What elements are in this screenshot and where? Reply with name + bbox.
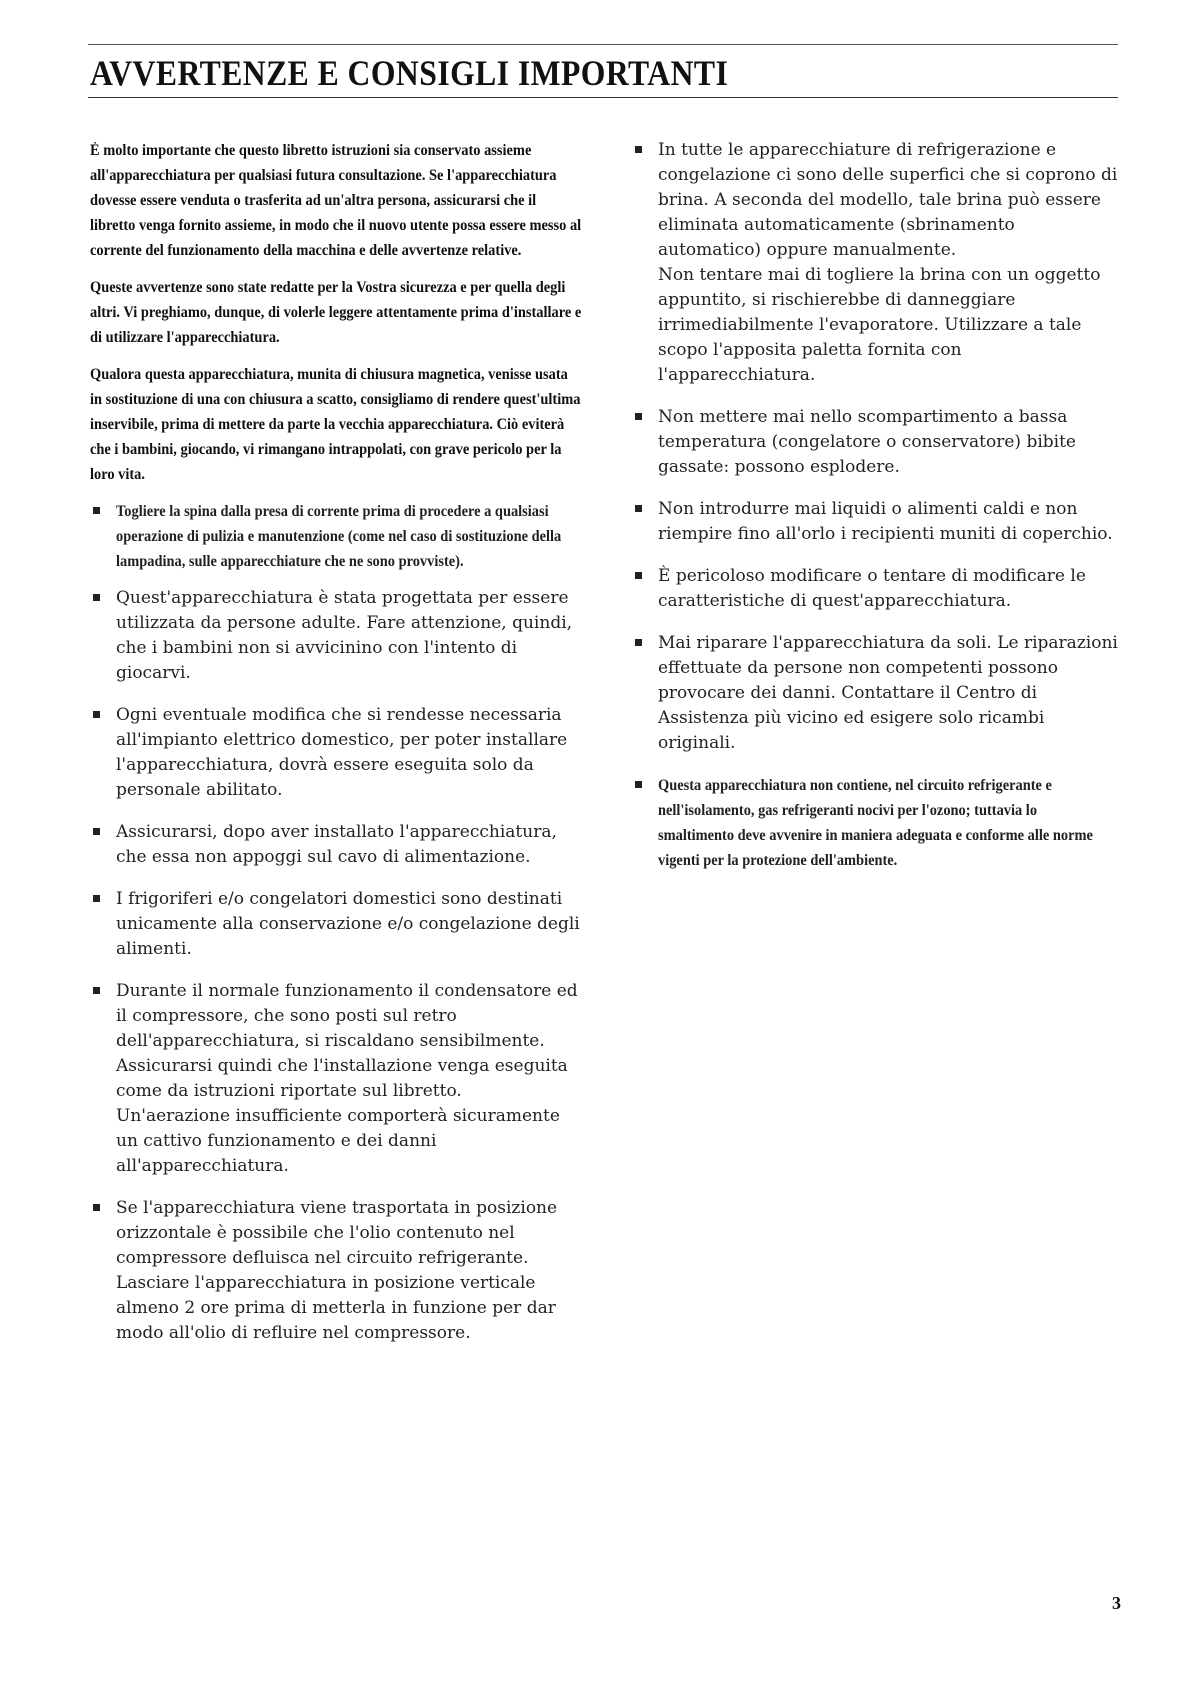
bullet-square-icon bbox=[635, 146, 642, 153]
bullet-text: Mai riparare l'apparecchiatura da soli. Le riparazioni effettuate da persone non competenti possono provocare dei danni. Contattare il Centro di Assistenza più vicino ed esigere solo ricambi originali. bbox=[658, 633, 1118, 753]
left-bullet-list bbox=[90, 499, 580, 1346]
bullet-text: È pericoloso modificare o tentare di modificare le caratteristiche di quest'apparecchiatura. bbox=[658, 566, 1086, 611]
bullet-continuation-text: Non tentare mai di togliere la brina con un oggetto appuntito, si rischierebbe di danneggiare irrimediabilmente l'evaporatore. Utilizzare a tale scopo l'apposita paletta fornita con l'apparecchiatura. bbox=[658, 265, 1101, 385]
bullet-square-icon bbox=[93, 895, 100, 902]
list-item bbox=[90, 979, 580, 1179]
header-top-rule bbox=[88, 44, 1118, 45]
bullet-text: Non introdurre mai liquidi o alimenti caldi e non riempire fino all'orlo i recipienti muniti di coperchio. bbox=[658, 499, 1113, 544]
left-column bbox=[90, 138, 580, 1363]
list-item bbox=[90, 820, 580, 870]
bullet-text: Questa apparecchiatura non contiene, nel circuito refrigerante e nell'isolamento, gas refrigeranti nocivi per l'ozono; tuttavia lo smaltimento deve avvenire in maniera adeguata e conforme alle norme vigenti per la protezione dell'ambiente. bbox=[658, 777, 1093, 869]
bullet-square-icon bbox=[93, 828, 100, 835]
bullet-square-icon bbox=[635, 413, 642, 420]
bullet-square-icon bbox=[93, 594, 100, 601]
bullet-square-icon bbox=[93, 711, 100, 718]
list-item bbox=[632, 138, 1122, 388]
list-item bbox=[90, 1196, 580, 1346]
list-item bbox=[90, 887, 580, 962]
bullet-square-icon bbox=[635, 505, 642, 512]
list-item bbox=[90, 703, 580, 803]
header-bottom-rule bbox=[88, 97, 1118, 98]
bullet-square-icon bbox=[93, 1204, 100, 1211]
bullet-square-icon bbox=[635, 781, 642, 788]
bullet-text: I frigoriferi e/o congelatori domestici sono destinati unicamente alla conservazione e/o congelazione degli alimenti. bbox=[116, 889, 580, 959]
bullet-text: Se l'apparecchiatura viene trasportata in posizione orizzontale è possibile che l'olio contenuto nel compressore defluisca nel circuito refrigerante. bbox=[116, 1198, 558, 1268]
bullet-square-icon bbox=[635, 572, 642, 579]
list-item bbox=[632, 497, 1122, 547]
bullet-text: In tutte le apparecchiature di refrigerazione e congelazione ci sono delle superfici che si coprono di brina. A seconda del modello, tale brina può essere eliminata automaticamente (sbrinamento automatico) oppure manualmente. bbox=[658, 140, 1118, 260]
bullet-square-icon bbox=[93, 507, 100, 514]
right-column bbox=[632, 138, 1122, 890]
page-title: AVVERTENZE E CONSIGLI IMPORTANTI bbox=[90, 53, 729, 93]
bullet-text: Assicurarsi, dopo aver installato l'apparecchiatura, che essa non appoggi sul cavo di alimentazione. bbox=[116, 822, 557, 867]
page-number: 3 bbox=[1112, 1593, 1121, 1613]
bullet-text: Non mettere mai nello scompartimento a bassa temperatura (congelatore o conservatore) bibite gassate: possono esplodere. bbox=[658, 407, 1076, 477]
list-item bbox=[632, 564, 1122, 614]
list-item bbox=[632, 405, 1122, 480]
bullet-text: Durante il normale funzionamento il condensatore ed il compressore, che sono posti sul retro dell'apparecchiatura, si riscaldano sensibilmente. Assicurarsi quindi che l'installazione venga eseguita come da istruzioni riportate sul libretto. Un'aerazione insufficiente comporterà sicuramente un cattivo funzionamento e dei danni all'apparecchiatura. bbox=[116, 981, 578, 1176]
intro-paragraph: È molto importante che questo libretto istruzioni sia conservato assieme all'apparecchiatura per qualsiasi futura consultazione. Se l'apparecchiatura dovesse essere venduta o trasferita ad un'altra persona, assicurarsi che il libretto venga fornito assieme, in modo che il nuovo utente possa essere messo al corrente del funzionamento della macchina e delle avvertenze relative. bbox=[90, 142, 582, 259]
list-item bbox=[632, 773, 1122, 873]
bullet-text: Ogni eventuale modifica che si rendesse necessaria all'impianto elettrico domestico, per poter installare l'apparecchiatura, dovrà essere eseguita solo da personale abilitato. bbox=[116, 705, 568, 800]
bullet-square-icon bbox=[93, 987, 100, 994]
bullet-text: Togliere la spina dalla presa di corrente prima di procedere a qualsiasi operazione di pulizia e manutenzione (come nel caso di sostituzione della lampadina, sulle apparecchiature che ne sono provviste). bbox=[116, 503, 562, 570]
list-item bbox=[90, 499, 580, 574]
list-item bbox=[632, 631, 1122, 756]
bullet-continuation-text: Lasciare l'apparecchiatura in posizione verticale almeno 2 ore prima di metterla in funzione per dar modo all'olio di refluire nel compressore. bbox=[116, 1273, 556, 1343]
safety-paragraph: Queste avvertenze sono state redatte per la Vostra sicurezza e per quella degli altri. Vi preghiamo, dunque, di volerle leggere attentamente prima d'installare e di utilizzare l'apparecchiatura. bbox=[90, 279, 582, 346]
bullet-text: Quest'apparecchiatura è stata progettata per essere utilizzata da persone adulte. Fare attenzione, quindi, che i bambini non si avvicinino con l'intento di giocarvi. bbox=[116, 588, 573, 683]
right-bullet-list bbox=[632, 138, 1122, 873]
bullet-square-icon bbox=[635, 639, 642, 646]
magnetic-closure-paragraph: Qualora questa apparecchiatura, munita di chiusura magnetica, venisse usata in sostituzione di una con chiusura a scatto, consigliamo di rendere quest'ultima inservibile, prima di mettere da parte la vecchia apparecchiatura. Ciò eviterà che i bambini, giocando, vi rimangano intrappolati, con grave pericolo per la loro vita. bbox=[90, 366, 581, 483]
list-item bbox=[90, 586, 580, 686]
